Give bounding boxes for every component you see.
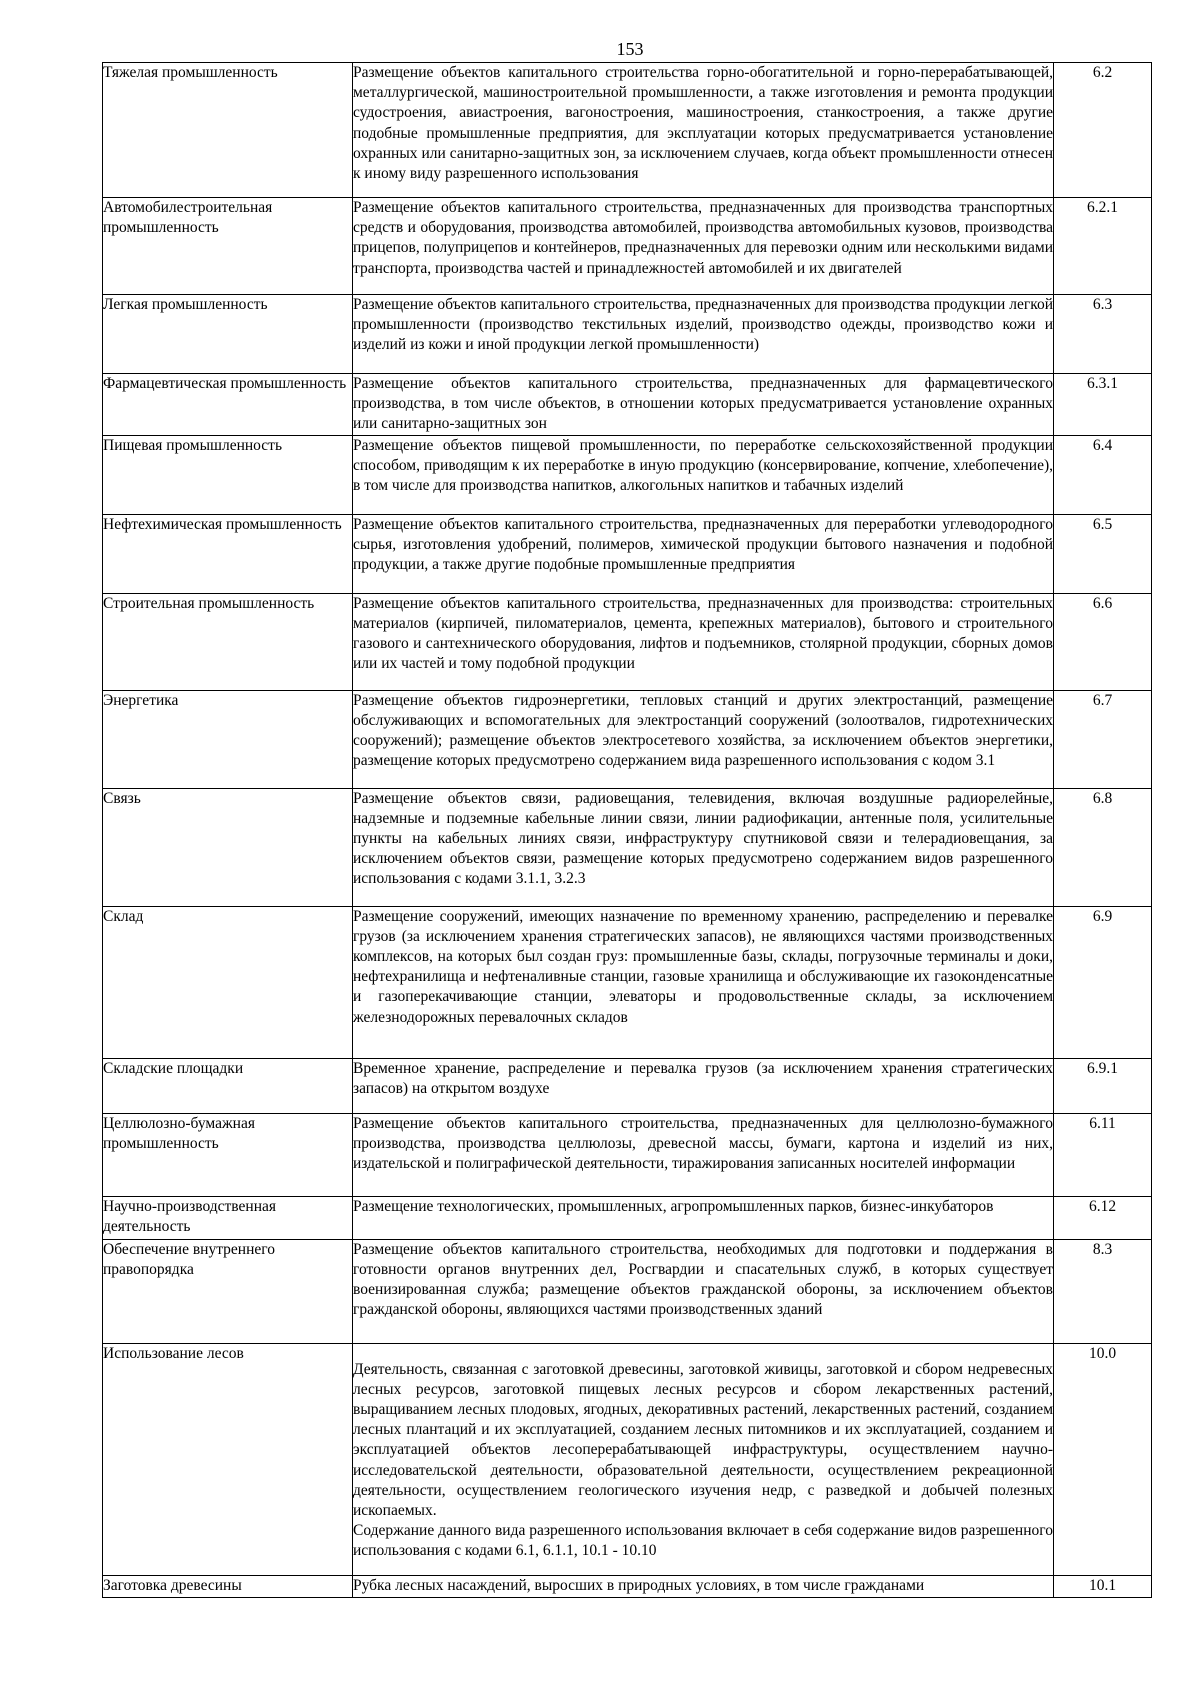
use-type-description: Размещение объектов связи, радиовещания, телевидения, включая воздушные радиорелейные, надземные и подземные кабельные линии связи, линии радиофикации, антенные поля, усилительные пункты на кабельных линиях связи, инфраструктуру спутниковой связи и телерадиовещания, за исключением объектов связи, размещение которых предусмотрено содержанием видов разрешенного использования с кодами 3.1.1, 3.2.3 — [353, 788, 1054, 906]
table-row — [103, 1239, 1152, 1343]
use-type-code: 6.2 — [1054, 63, 1152, 198]
table-row — [103, 1575, 1152, 1597]
table-row — [103, 374, 1152, 436]
table-row — [103, 1113, 1152, 1196]
use-type-name: Легкая промышленность — [103, 295, 353, 374]
table-row — [103, 690, 1152, 788]
use-type-code: 6.7 — [1054, 690, 1152, 788]
use-type-description: Размещение объектов гидроэнергетики, тепловых станций и других электростанций, размещение обслуживающих и вспомогательных для электростанций сооружений (золоотвалов, гидротехнических сооружений); размещение объектов электросетевого хозяйства, за исключением объектов энергетики, размещение которых предусмотрено содержанием вида разрешенного использования с кодом 3.1 — [353, 690, 1054, 788]
use-type-description: Размещение объектов капитального строительства, предназначенных для производства продукции легкой промышленности (производство текстильных изделий, производство одежды, производство кожи и изделий из кожи и иной продукции легкой промышленности) — [353, 295, 1054, 374]
use-type-description: Размещение объектов капитального строительства, предназначенных для производства транспортных средств и оборудования, производства автомобилей, производства автомобильных кузовов, производства прицепов, полуприцепов и контейнеров, предназначенных для перевозки одним или несколькими видами транспорта, производства частей и принадлежностей автомобилей и их двигателей — [353, 198, 1054, 295]
use-type-description — [353, 1343, 1054, 1575]
table-row — [103, 788, 1152, 906]
use-type-description: Размещение объектов капитального строительства горно-обогатительной и горно-перерабатывающей, металлургической, машиностроительной промышленности, а также изготовления и ремонта продукции судостроения, авиастроения, вагоностроения, машиностроения, станкостроения, а также другие подобные промышленные предприятия, для эксплуатации которых предусматривается установление охранных или санитарно-защитных зон, за исключением случаев, когда объект промышленности отнесен к иному виду разрешенного использования — [353, 63, 1054, 198]
table-row — [103, 1343, 1152, 1575]
use-type-code: 6.4 — [1054, 435, 1152, 514]
table-row — [103, 1058, 1152, 1113]
table-row — [103, 514, 1152, 593]
use-type-code: 6.6 — [1054, 593, 1152, 690]
use-type-code: 10.1 — [1054, 1575, 1152, 1597]
use-type-name: Автомобилестроительная промышленность — [103, 198, 353, 295]
table-row — [103, 198, 1152, 295]
use-type-name: Тяжелая промышленность — [103, 63, 353, 198]
use-type-code: 6.9.1 — [1054, 1058, 1152, 1113]
use-type-code: 6.8 — [1054, 788, 1152, 906]
table-row — [103, 1196, 1152, 1239]
use-type-description: Размещение сооружений, имеющих назначение по временному хранению, распределению и перевалке грузов (за исключением хранения стратегических запасов), не являющихся частями производственных комплексов, на которых был создан груз: промышленные базы, склады, погрузочные терминалы и доки, нефтехранилища и нефтеналивные станции, газовые хранилища и обслуживающие их газоконденсатные и газоперекачивающие станции, элеваторы и продовольственные склады, за исключением железнодорожных перевалочных складов — [353, 906, 1054, 1058]
use-type-name: Строительная промышленность — [103, 593, 353, 690]
use-type-name: Использование лесов — [103, 1343, 353, 1575]
use-type-name: Энергетика — [103, 690, 353, 788]
use-type-name: Нефтехимическая промышленность — [103, 514, 353, 593]
use-type-description: Размещение объектов капитального строительства, предназначенных для производства: строительных материалов (кирпичей, пиломатериалов, цемента, крепежных материалов), бытового и строительного газового и сантехнического оборудования, лифтов и подъемников, столярной продукции, сборных домов или их частей и тому подобной продукции — [353, 593, 1054, 690]
use-type-description: Рубка лесных насаждений, выросших в природных условиях, в том числе гражданами — [353, 1575, 1054, 1597]
use-type-name: Связь — [103, 788, 353, 906]
use-type-code: 6.11 — [1054, 1113, 1152, 1196]
table-row — [103, 435, 1152, 514]
use-type-code: 10.0 — [1054, 1343, 1152, 1575]
use-type-description: Размещение объектов капитального строительства, необходимых для подготовки и поддержания в готовности органов внутренних дел, Росгвардии и спасательных служб, в которых существует военизированная служба; размещение объектов гражданской обороны, за исключением объектов гражданской обороны, являющихся частями производственных зданий — [353, 1239, 1054, 1343]
use-type-code: 6.2.1 — [1054, 198, 1152, 295]
use-type-code: 6.12 — [1054, 1196, 1152, 1239]
description-paragraph: Деятельность, связанная с заготовкой древесины, заготовкой живицы, заготовкой и сбором недревесных лесных ресурсов, заготовкой пищевых лесных ресурсов и сбором лекарственных растений, выращиванием лесных плодовых, ягодных, декоративных растений, лекарственных растений, созданием лесных плантаций и их эксплуатацией, созданием лесных питомников и их эксплуатацией, созданием и эксплуатацией объектов лесоперерабатывающей инфраструктуры, осуществлением научно-исследовательской деятельности, образовательной деятельности, осуществлением рекреационной деятельности, осуществлением геологического изучения недр, с разведкой и добычей полезных ископаемых. — [353, 1360, 1053, 1520]
use-type-code: 6.5 — [1054, 514, 1152, 593]
page-number: 153 — [616, 39, 644, 59]
use-type-code: 6.3.1 — [1054, 374, 1152, 436]
land-use-table — [102, 62, 1152, 1598]
use-type-name: Склад — [103, 906, 353, 1058]
use-type-description: Размещение технологических, промышленных, агропромышленных парков, бизнес-инкубаторов — [353, 1196, 1054, 1239]
use-type-name: Целлюлозно-бумажная промышленность — [103, 1113, 353, 1196]
table-row — [103, 63, 1152, 198]
use-type-name: Пищевая промышленность — [103, 435, 353, 514]
table-row — [103, 295, 1152, 374]
use-type-name: Складские площадки — [103, 1058, 353, 1113]
use-type-description: Временное хранение, распределение и перевалка грузов (за исключением хранения стратегических запасов) на открытом воздухе — [353, 1058, 1054, 1113]
use-type-name: Обеспечение внутреннего правопорядка — [103, 1239, 353, 1343]
use-type-code: 6.3 — [1054, 295, 1152, 374]
description-paragraph: Содержание данного вида разрешенного использования включает в себя содержание видов разрешенного использования с кодами 6.1, 6.1.1, 10.1 - 10.10 — [353, 1522, 1053, 1560]
use-type-name: Научно-производственная деятельность — [103, 1196, 353, 1239]
table-row — [103, 906, 1152, 1058]
use-type-description: Размещение объектов пищевой промышленности, по переработке сельскохозяйственной продукции способом, приводящим к их переработке в иную продукцию (консервирование, копчение, хлебопечение), в том числе для производства напитков, алкогольных напитков и табачных изделий — [353, 435, 1054, 514]
use-type-description: Размещение объектов капитального строительства, предназначенных для целлюлозно-бумажного производства, производства целлюлозы, древесной массы, бумаги, картона и изделий из них, издательской и полиграфической деятельности, тиражирования записанных носителей информации — [353, 1113, 1054, 1196]
use-type-name: Фармацевтическая промышленность — [103, 374, 353, 436]
use-type-description: Размещение объектов капитального строительства, предназначенных для фармацевтического производства, в том числе объектов, в отношении которых предусматривается установление охранных или санитарно-защитных зон — [353, 374, 1054, 436]
table-row — [103, 593, 1152, 690]
use-type-name: Заготовка древесины — [103, 1575, 353, 1597]
use-type-description: Размещение объектов капитального строительства, предназначенных для переработки углеводородного сырья, изготовления удобрений, полимеров, химической продукции бытового назначения и подобной продукции, а также другие подобные промышленные предприятия — [353, 514, 1054, 593]
use-type-code: 6.9 — [1054, 906, 1152, 1058]
use-type-code: 8.3 — [1054, 1239, 1152, 1343]
